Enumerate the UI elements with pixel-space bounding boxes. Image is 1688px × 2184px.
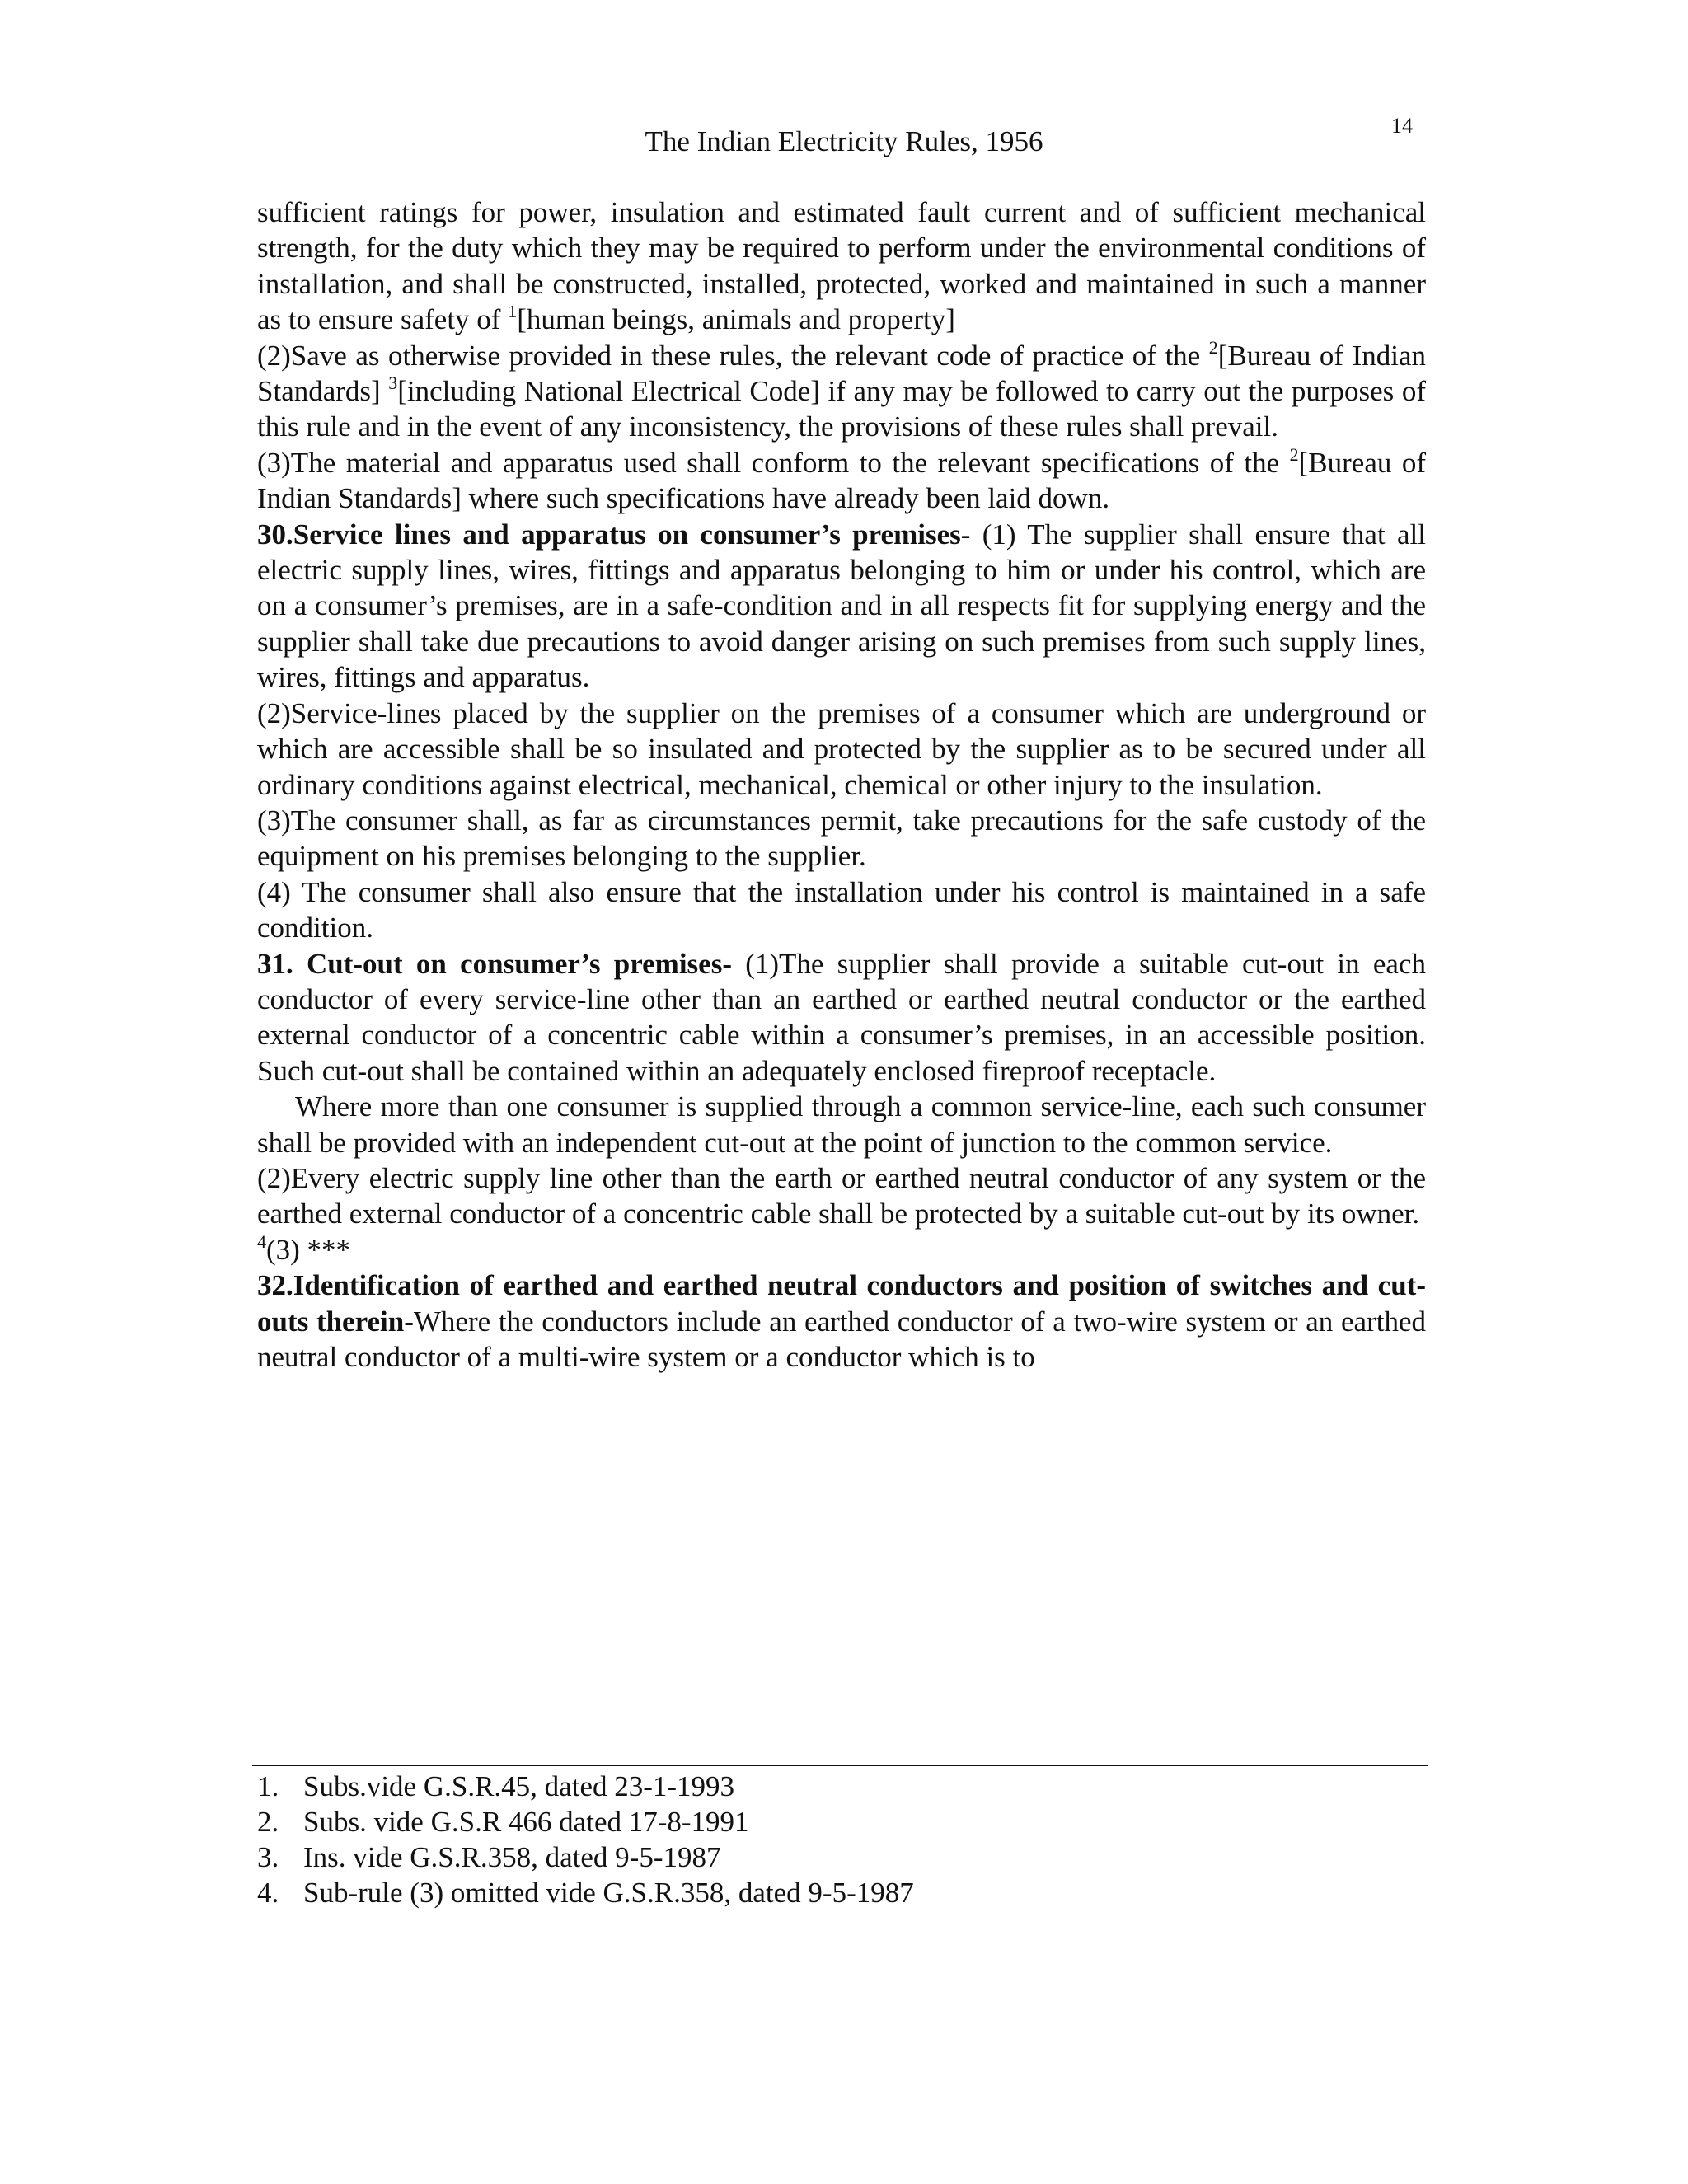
text: sufficient ratings for power, insulation and estimated fault current and of sufficient mechanical strength, for the duty which they may be required to perform under the environmental conditions of installation, and shall be constructed, installed, protected, worked and maintained in such a manner as to ensure safety of bbox=[257, 196, 1426, 336]
text: [including National Electrical Code] if any may be followed to carry out the purposes of this rule and in the event of any inconsistency, the provisions of these rules shall prevail. bbox=[257, 375, 1426, 443]
footnote-number: 4. bbox=[257, 1877, 279, 1909]
footnote-ref: 3 bbox=[388, 373, 398, 394]
footnote-item bbox=[257, 1804, 1426, 1840]
footnote-ref: 2 bbox=[1208, 336, 1218, 358]
rule-heading-32: 32.Identification of earthed and earthed neutral conductors and position of switches and cut-outs therein- bbox=[257, 1269, 1426, 1338]
rule-heading-30: 30.Service lines and apparatus on consumer’s premises bbox=[257, 518, 961, 551]
paragraph-rule30-1 bbox=[257, 517, 1426, 696]
footnote-text: Subs. vide G.S.R 466 dated 17-8-1991 bbox=[303, 1806, 749, 1838]
footnote-text: Ins. vide G.S.R.358, dated 9-5-1987 bbox=[303, 1841, 721, 1873]
text: (2)Save as otherwise provided in these rules, the relevant code of practice of the bbox=[257, 339, 1209, 372]
paragraph-rule31-1-proviso: Where more than one consumer is supplied through a common service-line, each such consumer shall be provided with an independent cut-out at the point of junction to the common service. bbox=[257, 1090, 1426, 1159]
footnote-number: 3. bbox=[257, 1841, 279, 1873]
footnote-ref: 1 bbox=[508, 301, 518, 322]
footnotes-list bbox=[257, 1769, 1426, 1910]
running-title: The Indian Electricity Rules, 1956 bbox=[645, 125, 1043, 157]
paragraph-rule30-2: (2)Service-lines placed by the supplier on the premises of a consumer which are underground or which are accessible shall be so insulated and protected by the supplier as to be secured under all ordinary conditions against electrical, mechanical, chemical or other injury to the insulation. bbox=[257, 696, 1426, 801]
page-number: 14 bbox=[1391, 114, 1413, 138]
text: (1)The supplier shall provide a suitable cut-out in each conductor of every service-line other than an earthed or earthed neutral conductor or the earthed external conductor of a concentric cable within a consumer’s premises, in an accessible position. Such cut-out shall be contained within an adequately enclosed fireproof receptacle. bbox=[257, 947, 1426, 1087]
footnote-number: 2. bbox=[257, 1806, 279, 1838]
paragraph-rule29-3 bbox=[257, 445, 1426, 517]
text: [human beings, animals and property] bbox=[517, 303, 955, 336]
footnote-text: Sub-rule (3) omitted vide G.S.R.358, dated 9-5-1987 bbox=[303, 1877, 914, 1909]
footnote-divider bbox=[252, 1765, 1428, 1766]
paragraph-rule31-3 bbox=[257, 1232, 1426, 1268]
text: (3) *** bbox=[266, 1233, 351, 1266]
footnote-item bbox=[257, 1875, 1426, 1910]
paragraph-rule31-1 bbox=[257, 946, 1426, 1090]
text: [Bureau of Indian Standards] bbox=[257, 339, 1426, 408]
paragraph-rule29-continuation bbox=[257, 194, 1426, 338]
paragraph-rule32 bbox=[257, 1268, 1426, 1375]
footnote-item bbox=[257, 1840, 1426, 1875]
footnote-item bbox=[257, 1769, 1426, 1804]
text: (3)The material and apparatus used shall conform to the relevant specifications of the bbox=[257, 446, 1290, 479]
footnote-ref: 2 bbox=[1289, 443, 1299, 465]
footnote-text: Subs.vide G.S.R.45, dated 23-1-1993 bbox=[303, 1770, 735, 1802]
paragraph-rule31-2: (2)Every electric supply line other than the earth or earthed neutral conductor of any system or the earthed external conductor of a concentric cable shall be protected by a suitable cut-out by its owner. bbox=[257, 1161, 1426, 1230]
text: Where the conductors include an earthed conductor of a two-wire system or an earthed neutral conductor of a multi-wire system or a conductor which is to bbox=[257, 1305, 1426, 1373]
footnote-ref: 4 bbox=[257, 1230, 266, 1252]
paragraph-rule29-2 bbox=[257, 338, 1426, 445]
text: [Bureau of Indian Standards] where such specifications have already been laid down. bbox=[257, 446, 1426, 515]
rule-heading-31: 31. Cut-out on consumer’s premises- bbox=[257, 947, 732, 980]
text: - (1) The supplier shall ensure that all electric supply lines, wires, fittings and apparatus belonging to him or under his control, which are on a consumer’s premises, are in a safe-condition and in all respects fit for supplying energy and the supplier shall take due precautions to avoid danger arising on such premises from such supply lines, wires, fittings and apparatus. bbox=[257, 518, 1426, 694]
paragraph-rule30-4: (4) The consumer shall also ensure that the installation under his control is maintained in a safe condition. bbox=[257, 875, 1426, 944]
footnote-number: 1. bbox=[257, 1770, 279, 1802]
paragraph-rule30-3: (3)The consumer shall, as far as circumstances permit, take precautions for the safe custody of the equipment on his premises belonging to the supplier. bbox=[257, 804, 1426, 873]
document-body bbox=[257, 194, 1426, 1375]
